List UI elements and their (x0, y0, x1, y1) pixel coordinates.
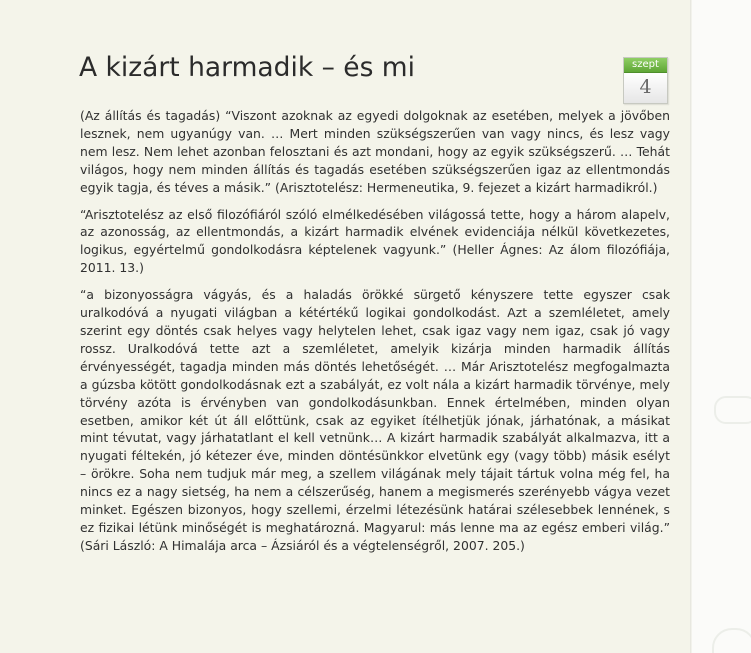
date-badge-day: 4 (624, 73, 667, 103)
date-badge-month: szept (624, 58, 667, 73)
post-paragraph-3: “a bizonyosságra vágyás, és a haladás örökké sürgető kényszere tette egyszer csak uralkodóvá a nyugati világban a kétértékű logikai gondolkodást. Azt a szemléletet, amely szerint egy döntés csak helyes vagy helytelen lehet, csak igaz vagy nem igaz, csak jó vagy rossz. Uralkodóvá tette azt a szemléletet, amelyik kizárja minden harmadik állítás érvényességét, tagadja minden más döntés lehetőségét. … Már Arisztotelész megfogalmazta a gúzsba kötött gondolkodásnak ezt a szabályát, ez volt nála a kizárt harmadik törvénye, mely törvény azóta is érvényben van gondolkodásunkban. Ennek értelmében, minden olyan esetben, amikor két út áll előttünk, csak az egyiket ítélhetjük jónak, járhatónak, a másikat mint tévutat, vagy járhatatlant el kell vetnünk… A kizárt harmadik szabályát alkalmazva, itt a nyugati féltekén, jó kétezer éve, minden döntésünkkor elvetünk egy (vagy több) másik esélyt – örökre. Soha nem tudjuk már meg, a szellem világának mely tájait tártuk volna még fel, ha nincs ez a nagy sietség, ha nem a célszerűség, hanem a megismerés szerényebb vágya vezet minket. Egészen bizonyos, hogy szellemi, érzelmi létezésünk határai szélesebbek lennének, s ez fizikai létünk minőségét is meghatározná. Magyarul: más lenne ma az egész emberi világ.” (Sári László: A Himalája arca – Ázsiáról és a végtelenségről, 2007. 205.) (80, 287, 670, 553)
date-badge (623, 57, 668, 104)
sidebar-faded-shape (714, 396, 751, 424)
sidebar-faded-circle (712, 628, 751, 653)
post-paragraph-1: (Az állítás és tagadás) “Viszont azoknak az egyedi dolgoknak az esetében, melyek a jövőben lesznek, nem ugyanúgy van. … Mert minden szükségszerűen van vagy nincs, és lesz vagy nem lesz. Nem lehet azonban felosztani és azt mondani, hogy az egyik szükségszerű. … Tehát világos, hogy nem minden állítás és tagadás esetében szükségszerűen igaz az ellentmondás egyik tagja, és téves a másik.” (Arisztotelész: Hermeneutika, 9. fejezet a kizárt harmadikról.) (80, 108, 670, 195)
post-paragraph-2: “Arisztotelész az első filozófiáról szóló elmélkedésében világossá tette, hogy a három alapelv, az azonosság, az ellentmondás, a kizárt harmadik elvének evidenciája nélkül következetes, logikus, egyértelmű gondolkodásra képtelenek vagyunk.” (Heller Ágnes: Az álom filozófiája, 2011. 13.) (80, 206, 670, 276)
post-body (80, 107, 670, 564)
post-title[interactable]: A kizárt harmadik – és mi (79, 52, 415, 83)
sidebar-faded (692, 0, 751, 653)
